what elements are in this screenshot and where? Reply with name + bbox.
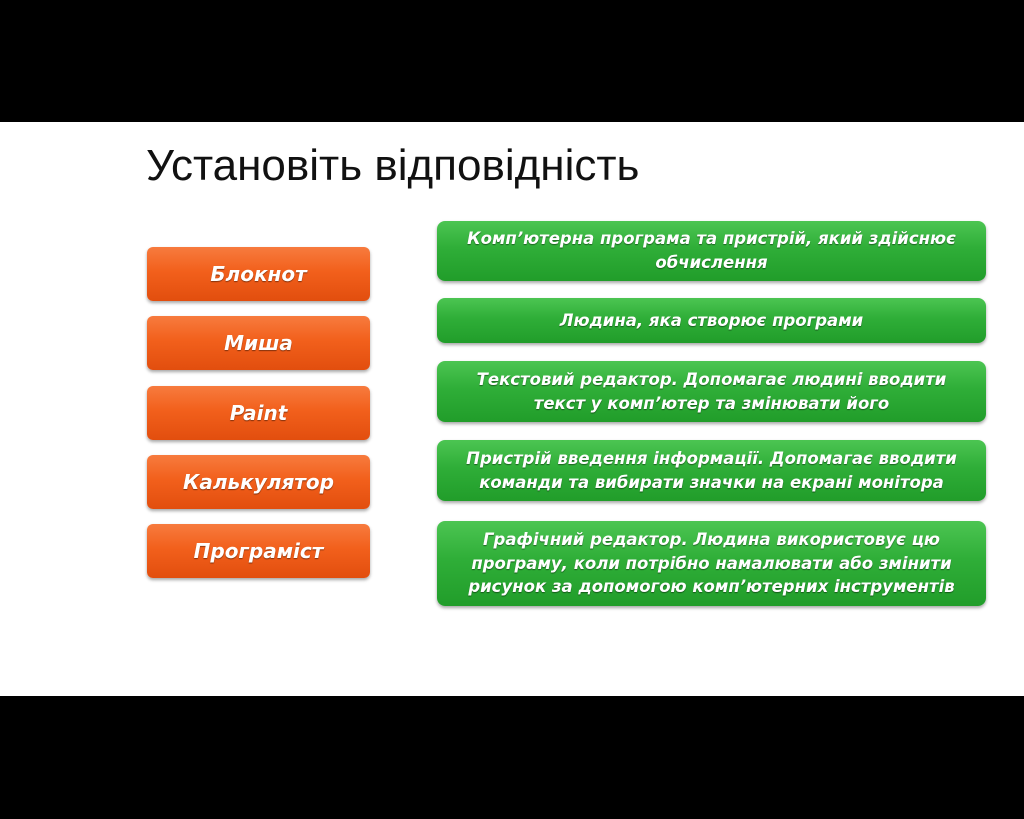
right-item-calculator-desc[interactable]: Комп’ютерна програма та пристрій, який здійснює обчислення [437,221,986,281]
right-item-notepad-desc[interactable]: Текстовий редактор. Допомагає людині вводити текст у комп’ютер та змінювати його [437,361,986,422]
left-item-programmer[interactable]: Програміст [147,524,370,578]
right-item-programmer-desc[interactable]: Людина, яка створює програми [437,298,986,343]
right-item-mouse-desc[interactable]: Пристрій введення інформації. Допомагає вводити команди та вибирати значки на екрані монітора [437,440,986,501]
left-item-calculator[interactable]: Калькулятор [147,455,370,509]
left-item-paint[interactable]: Paint [147,386,370,440]
slide [0,122,1024,696]
right-item-paint-desc[interactable]: Графічний редактор. Людина використовує цю програму, коли потрібно намалювати або змінити рисунок за допомогою комп’ютерних інструментів [437,521,986,606]
slide-title: Установіть відповідність [146,141,640,190]
left-item-notepad[interactable]: Блокнот [147,247,370,301]
left-item-mouse[interactable]: Миша [147,316,370,370]
